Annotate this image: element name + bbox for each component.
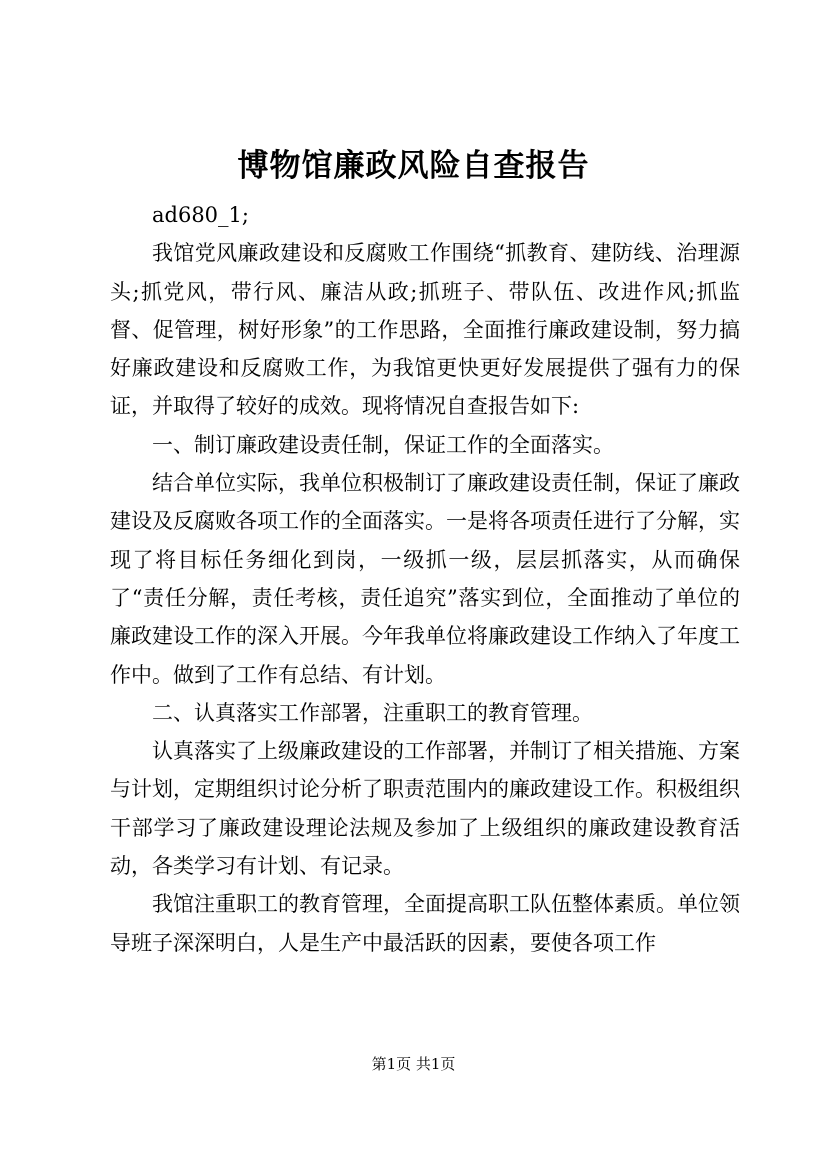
paragraph-code: ad680_1; — [152, 203, 249, 227]
paragraph-intro: 我馆党风廉政建设和反腐败工作围绕“抓教育、建防线、治理源头;抓党风，带行风、廉洁从政;抓班子、带队伍、改进作风;抓监督、促管理，树好形象”的工作思路，全面推行廉政建设制，努力搞好廉政建设和反腐败工作，为我馆更快更好发展提供了强有力的保证，并取得了较好的成效。现将情况自查报告如下: — [110, 241, 740, 419]
paragraph-section-1: 结合单位实际，我单位积极制订了廉政建设责任制，保证了廉政建设及反腐败各项工作的全面落实。一是将各项责任进行了分解，实现了将目标任务细化到岗，一级抓一级，层层抓落实，从而确保了“责任分解，责任考核，责任追究”落实到位，全面推动了单位的廉政建设工作的深入开展。今年我单位将廉政建设工作纳入了年度工作中。做到了工作有总结、有计划。 — [110, 471, 740, 687]
paragraph-section-2a: 认真落实了上级廉政建设的工作部署，并制订了相关措施、方案与计划，定期组织讨论分析了职责范围内的廉政建设工作。积极组织干部学习了廉政建设理论法规及参加了上级组织的廉政建设教育活动，各类学习有计划、有记录。 — [110, 739, 740, 879]
section-heading-1: 一、制订廉政建设责任制，保证工作的全面落实。 — [152, 432, 614, 457]
document-title: 博物馆廉政风险自查报告 — [237, 148, 590, 184]
paragraph-section-2b: 我馆注重职工的教育管理，全面提高职工队伍整体素质。单位领导班子深深明白，人是生产中最活跃的因素，要使各项工作 — [110, 892, 740, 955]
document-body — [110, 196, 740, 962]
page-footer: 第1页 共1页 — [371, 1055, 456, 1073]
section-heading-2: 二、认真落实工作部署，注重职工的教育管理。 — [152, 700, 593, 725]
